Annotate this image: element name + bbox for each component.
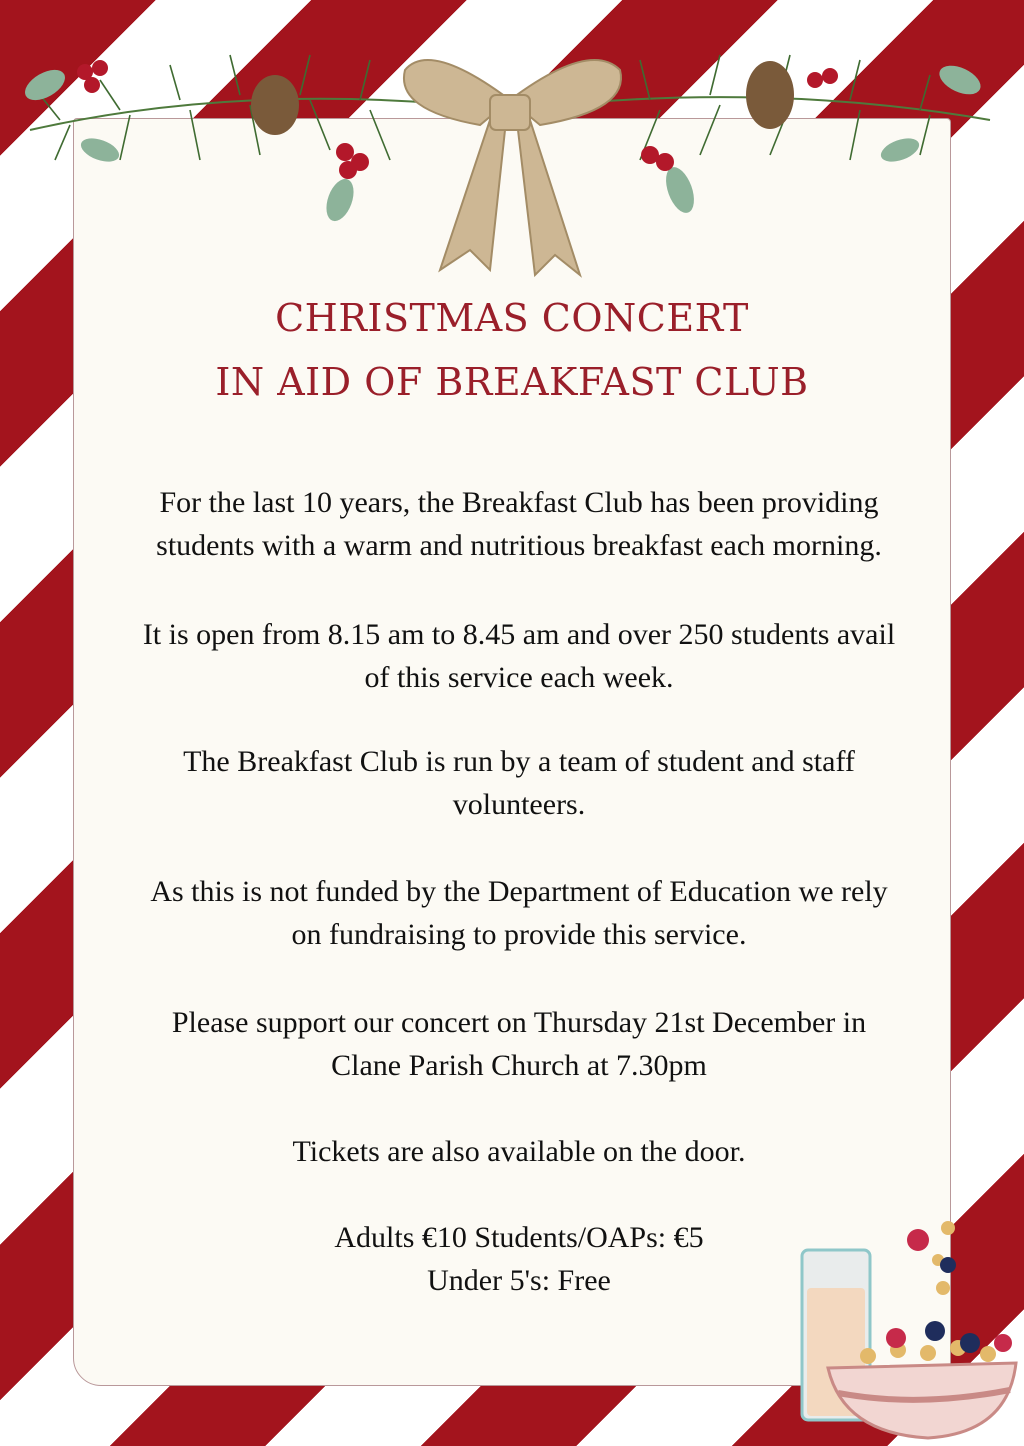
paragraph-history xyxy=(80,481,958,567)
paragraph-line: It is open from 8.15 am to 8.45 am and over 250 students avail xyxy=(142,618,896,651)
paragraph-line: volunteers. xyxy=(452,788,586,821)
paragraph-line: Please support our concert on Thursday 21st December in xyxy=(171,1006,867,1039)
paragraph-line: of this service each week. xyxy=(364,661,674,694)
paragraph-line: Tickets are also available on the door. xyxy=(292,1135,746,1168)
poster-title-line-2: IN AID OF BREAKFAST CLUB xyxy=(215,360,809,404)
paragraph-tickets-door xyxy=(80,1130,958,1173)
poster-title-line-1: CHRISTMAS CONCERT xyxy=(275,296,749,340)
paragraph-opening-hours xyxy=(80,613,958,699)
paragraph-line: Adults €10 Students/OAPs: €5 xyxy=(334,1221,704,1254)
paragraph-line: Under 5's: Free xyxy=(427,1264,611,1297)
paragraph-volunteers xyxy=(80,740,958,826)
paragraph-line: on fundraising to provide this service. xyxy=(291,918,747,951)
paragraph-line: For the last 10 years, the Breakfast Club has been providing xyxy=(159,486,879,519)
paragraph-funding xyxy=(80,870,958,956)
milk-and-cereal-bowl-icon xyxy=(798,1218,1024,1446)
paragraph-line: students with a warm and nutritious breakfast each morning. xyxy=(156,529,882,562)
paragraph-line: As this is not funded by the Department of Education we rely xyxy=(150,875,888,908)
paragraph-line: The Breakfast Club is run by a team of student and staff xyxy=(183,745,855,778)
paragraph-concert-details xyxy=(80,1001,958,1087)
paragraph-line: Clane Parish Church at 7.30pm xyxy=(331,1049,707,1082)
garland-icon xyxy=(0,0,1024,300)
